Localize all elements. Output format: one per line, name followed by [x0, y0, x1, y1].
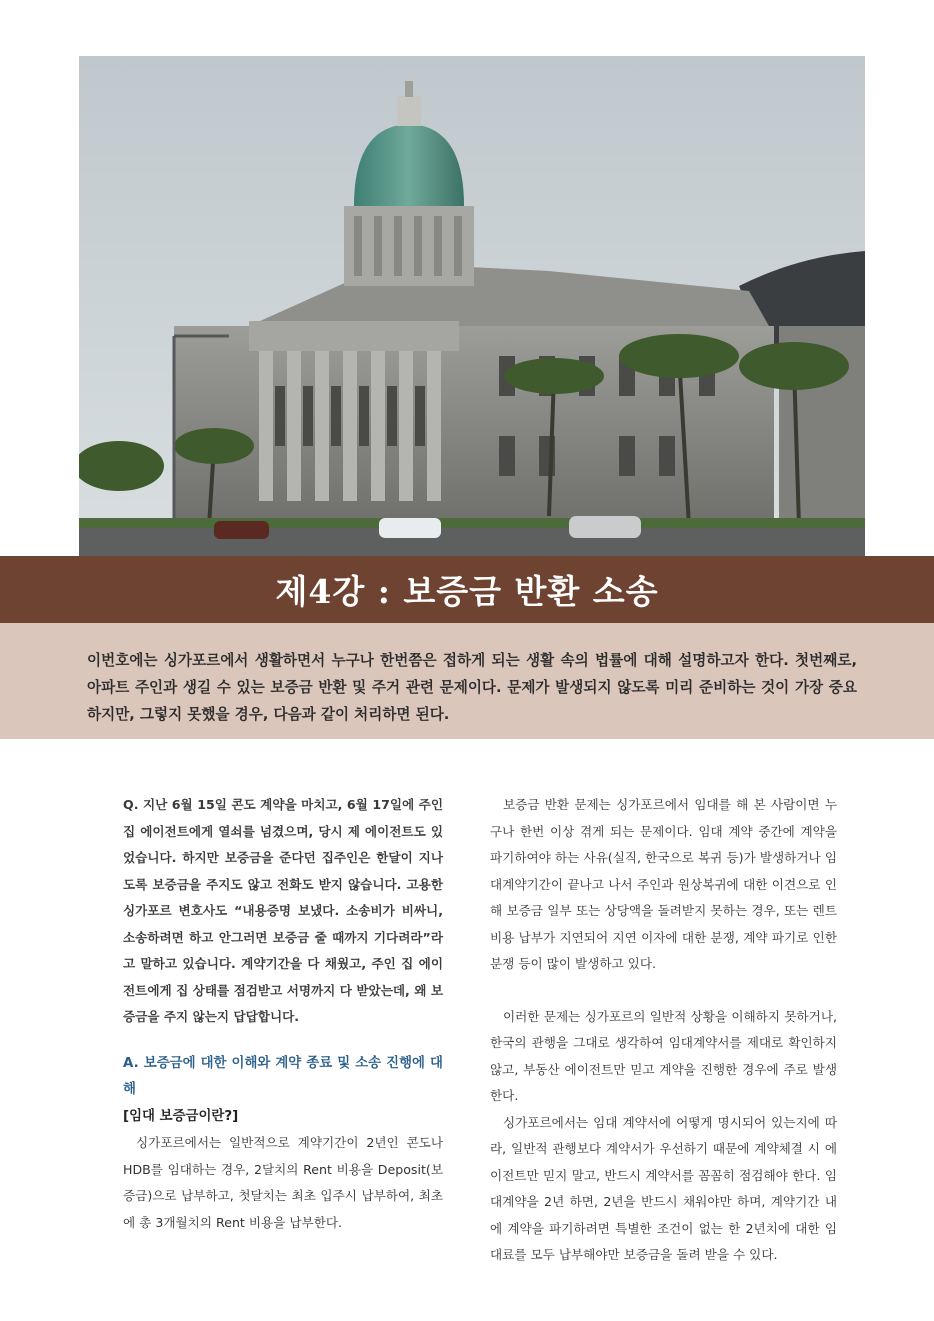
intro-box	[0, 623, 934, 739]
title-banner	[0, 556, 934, 623]
right-column	[490, 792, 837, 1269]
right-paragraph-3: 싱가포르에서는 임대 계약서에 어떻게 명시되어 있는지에 따라, 일반적 관행보다 계약서가 우선하기 때문에 계약체결 시 에이전트만 믿지 말고, 반드시 계약서를 꼼꼼히 점검해야 한다. 임대계약을 2년 하면, 2년을 반드시 채워야만 하며, 계약기간 내에 계약을 파기하려면 특별한 조건이 없는 한 2년치에 대한 임대료를 모두 납부해야만 보증금을 돌려 받을 수 있다.	[490, 1114, 837, 1262]
page-title: 제4강 : 보증금 반환 소송	[275, 572, 659, 611]
left-column	[123, 792, 443, 1236]
answer-heading: A. 보증금에 대한 이해와 계약 종료 및 소송 진행에 대해	[123, 1055, 443, 1097]
building-photo	[79, 56, 865, 556]
right-paragraph-1: 보증금 반환 문제는 싱가포르에서 임대를 해 본 사람이면 누구나 한번 이상 겪게 되는 문제이다. 임대 계약 중간에 계약을 파기하여야 하는 사유(실직, 한국으로 복귀 등)가 발생하거나 임대계약기간이 끝나고 나서 주인과 원상복귀에 대한 이견으로 인해 보증금 일부 또는 상당액을 돌려받지 못하는 경우, 또는 렌트 비용 납부가 지연되어 지연 이자에 대한 분쟁, 계약 파기로 인한 분쟁 등이 많이 발생하고 있다.	[490, 797, 837, 971]
left-body-text: 싱가포르에서는 일반적으로 계약기간이 2년인 콘도나 HDB를 임대하는 경우, 2달치의 Rent 비용을 Deposit(보증금)으로 납부하고, 첫달치는 최초 입주시 납부하여, 최초에 총 3개월치의 Rent 비용을 납부한다.	[123, 1135, 443, 1230]
right-paragraph-2: 이러한 문제는 싱가포르의 일반적 상황을 이해하지 못하거나, 한국의 관행을 그대로 생각하여 임대계약서를 제대로 확인하지 않고, 부동산 에이전트만 믿고 계약을 진행한 경우에 주로 발생한다.	[490, 1008, 837, 1103]
sub-heading: [임대 보증금이란?]	[123, 1108, 239, 1124]
question-text: Q. 지난 6월 15일 콘도 계약을 마치고, 6월 17일에 주인 집 에이전트에게 열쇠를 넘겼으며, 당시 제 에이전트도 있었습니다. 하지만 보증금을 준다던 집주인은 한달이 지나도록 보증금을 주지도 않고 전화도 받지 않습니다. 고용한 싱가포르 변호사도 “내용증명 보냈다. 소송비가 비싸니, 소송하려면 하고 안그러면 보증금 줄 때까지 기다려라”라고 말하고 있습니다. 계약기간을 다 채웠고, 주인 집 에이전트에게 집 상태를 점검받고 서명까지 다 받았는데, 왜 보증금을 주지 않는지 답답합니다.	[123, 797, 443, 1024]
paragraph-gap	[490, 978, 837, 1004]
intro-text: 이번호에는 싱가포르에서 생활하면서 누구나 한번쯤은 접하게 되는 생활 속의 법률에 대해 설명하고자 한다. 첫번째로, 아파트 주인과 생길 수 있는 보증금 반환 및 주거 관련 문제이다. 문제가 발생되지 않도록 미리 준비하는 것이 가장 중요하지만, 그렇지 못했을 경우, 다음과 같이 처리하면 된다.	[87, 652, 857, 723]
